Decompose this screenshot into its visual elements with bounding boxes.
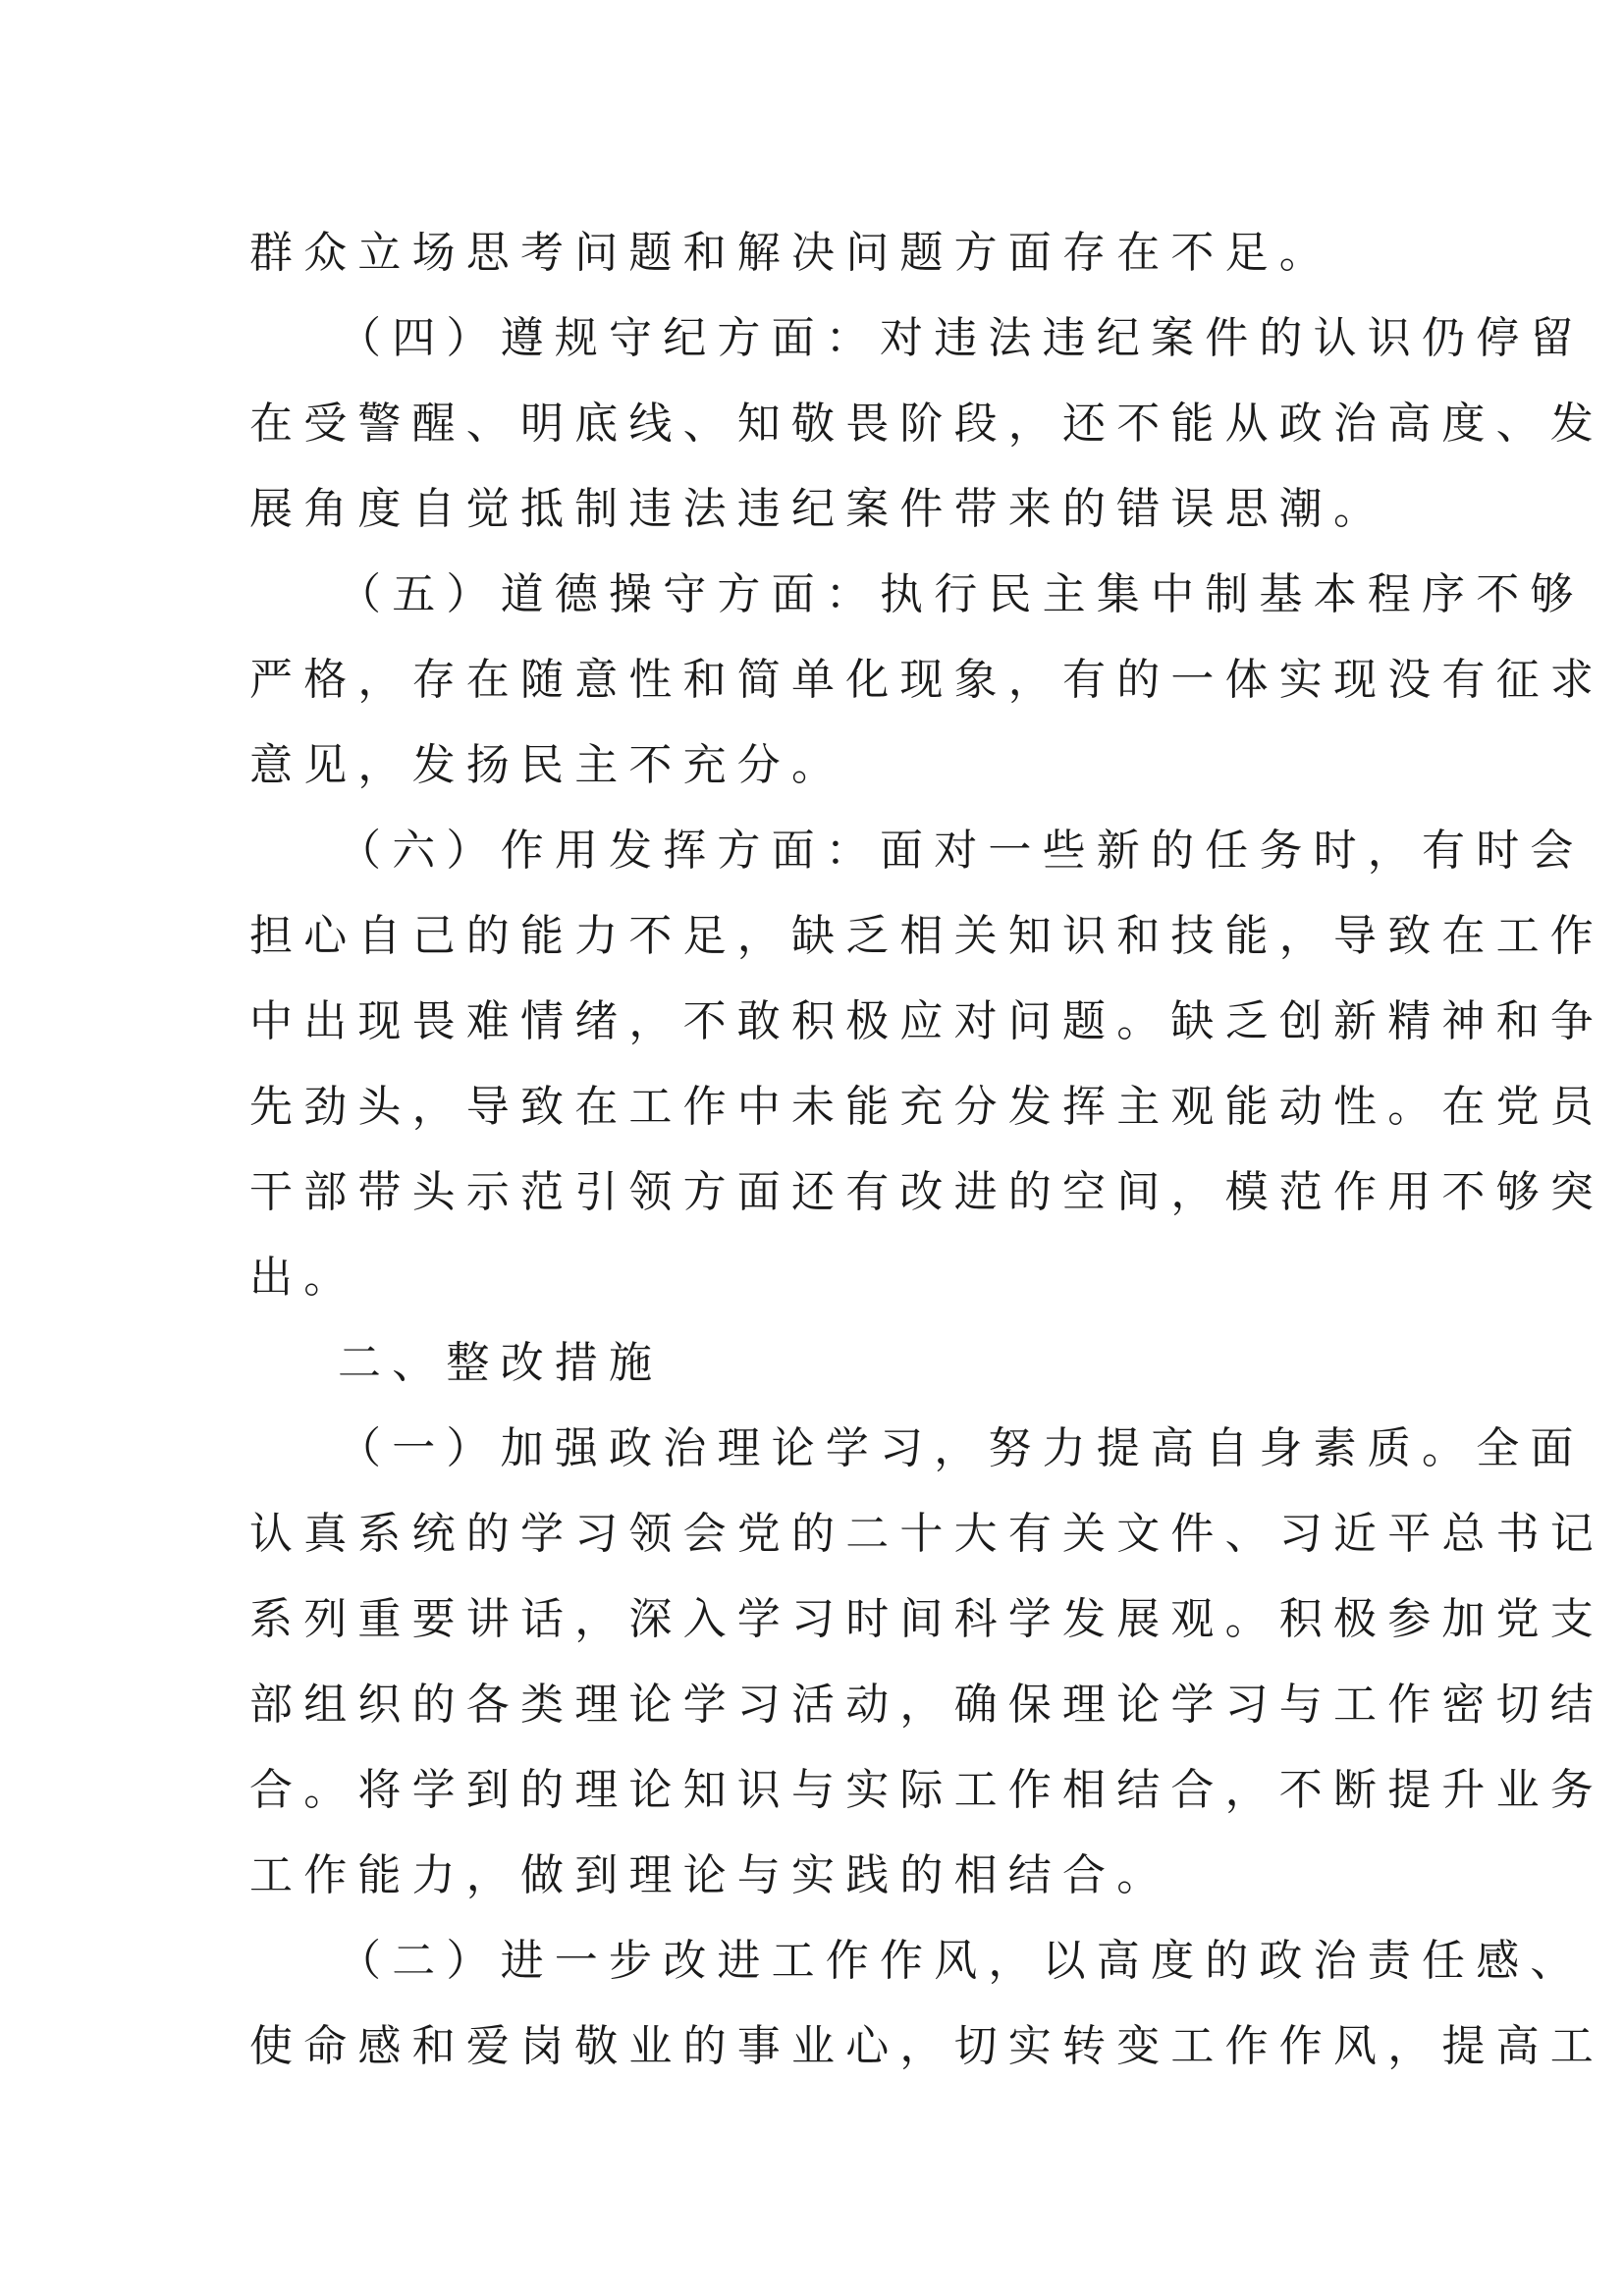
body-line: 群众立场思考问题和解决问题方面存在不足。 bbox=[249, 228, 1333, 278]
body-line: 中出现畏难情绪，不敢积极应对问题。缺乏创新精神和争 bbox=[249, 996, 1604, 1046]
body-line: 使命感和爱岗敬业的事业心，切实转变工作作风，提高工 bbox=[249, 2021, 1604, 2071]
paragraph-start-line: （六）作用发挥方面：面对一些新的任务时，有时会 bbox=[338, 826, 1585, 876]
body-line: 严格，存在随意性和简单化现象，有的一体实现没有征求 bbox=[249, 655, 1604, 705]
paragraph-start-line: （四）遵规守纪方面：对违法违纪案件的认识仍停留 bbox=[338, 313, 1585, 363]
paragraph-start-line: （五）道德操守方面：执行民主集中制基本程序不够 bbox=[338, 569, 1585, 619]
body-line: 干部带头示范引领方面还有改进的空间，模范作用不够突 bbox=[249, 1167, 1604, 1217]
body-line: 认真系统的学习领会党的二十大有关文件、习近平总书记 bbox=[249, 1509, 1604, 1559]
paragraph-start-line: （一）加强政治理论学习，努力提高自身素质。全面 bbox=[338, 1423, 1585, 1473]
body-line: 出。 bbox=[249, 1253, 358, 1303]
body-line: 展角度自觉抵制违法违纪案件带来的错误思潮。 bbox=[249, 484, 1388, 534]
body-line: 工作能力，做到理论与实践的相结合。 bbox=[249, 1850, 1171, 1900]
document-body bbox=[249, 210, 1604, 2089]
paragraph-start-line: （二）进一步改进工作作风，以高度的政治责任感、 bbox=[338, 1936, 1585, 1986]
body-line: 在受警醒、明底线、知敬畏阶段，还不能从政治高度、发 bbox=[249, 399, 1604, 449]
body-line: 先劲头，导致在工作中未能充分发挥主观能动性。在党员 bbox=[249, 1082, 1604, 1132]
body-line: 系列重要讲话，深入学习时间科学发展观。积极参加党支 bbox=[249, 1594, 1604, 1644]
body-line: 部组织的各类理论学习活动，确保理论学习与工作密切结 bbox=[249, 1680, 1604, 1730]
body-line: 意见，发扬民主不充分。 bbox=[249, 740, 846, 790]
body-line: 担心自己的能力不足，缺乏相关知识和技能，导致在工作 bbox=[249, 911, 1604, 961]
body-line: 合。将学到的理论知识与实际工作相结合，不断提升业务 bbox=[249, 1765, 1604, 1815]
section-heading: 二、整改措施 bbox=[338, 1338, 664, 1388]
